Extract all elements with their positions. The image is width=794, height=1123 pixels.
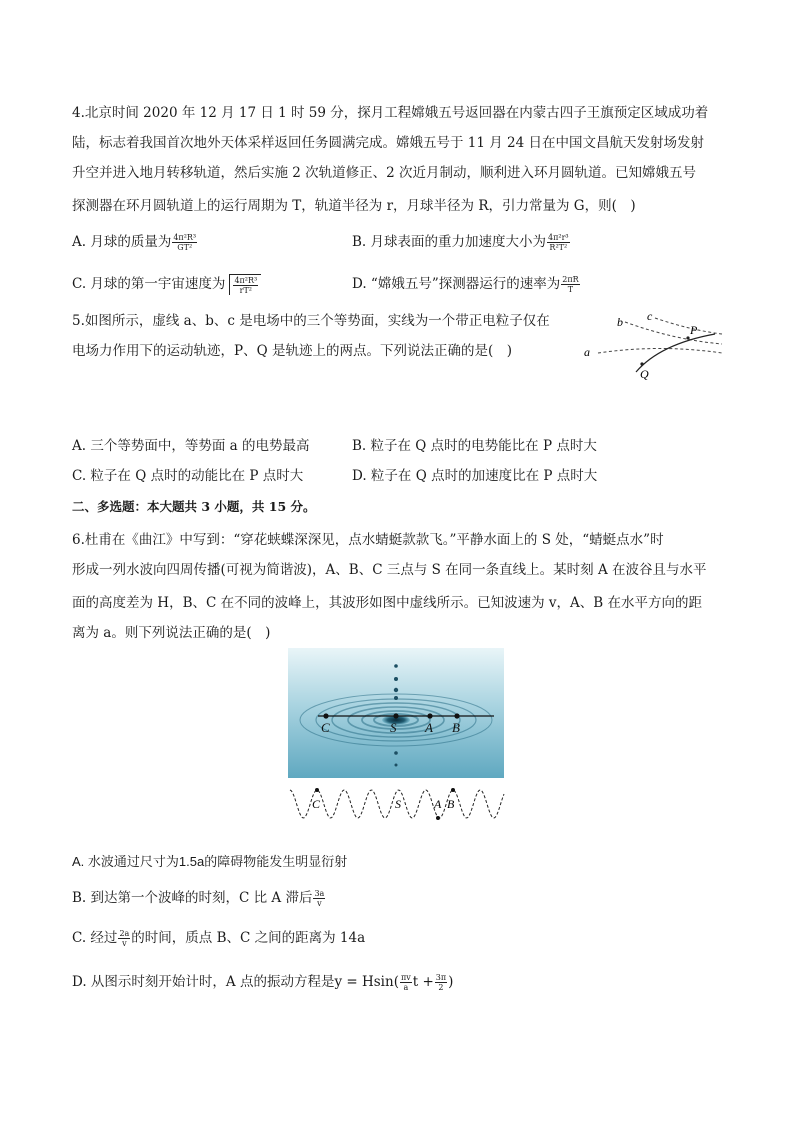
q4-option-b-text: B. 月球表面的重力加速度大小为 — [352, 234, 547, 250]
photo-point-c — [323, 713, 328, 718]
photo-point-s — [393, 713, 398, 718]
q6-option-a[interactable] — [72, 852, 347, 872]
label-a: a — [584, 345, 590, 359]
q5-line-2: 电场力作用下的运动轨迹，P、Q 是轨迹上的两点。下列说法正确的是( ) — [72, 343, 512, 359]
q4-option-c-text: C. 月球的第一宇宙速度为 — [72, 276, 226, 292]
q4-option-a-fraction: $\frac{\text{4π²R³}}{\text{GT²}}$ — [173, 233, 197, 252]
q4-option-d[interactable] — [352, 274, 581, 294]
photo-label-a: A — [425, 720, 433, 735]
q6-option-c-pre: C. 经过 — [72, 930, 118, 946]
section-heading-multiple-choice: 二、多选题：本大题共 3 小题，共 15 分。 — [72, 499, 316, 514]
q6-option-d-pre: D. 从图示时刻开始计时，A 点的振动方程是y = Hsin( — [72, 974, 399, 990]
photo-label-b: B — [452, 720, 460, 735]
q5-option-c[interactable]: C. 粒子在 Q 点时的动能比在 P 点时大 — [72, 468, 304, 484]
point-q — [640, 362, 643, 365]
q6-waveform — [286, 778, 508, 830]
q6-line-1: 6.杜甫在《曲江》中写到：“穿花蛱蝶深深见，点水蜻蜓款款飞。”平静水面上的 S 处，“蜻蜓点水”时 — [72, 532, 664, 548]
q4-line-4: 探测器在环月圆轨道上的运行周期为 T，轨道半径为 r，月球半径为 R，引力常量为 G，则( ) — [72, 198, 636, 214]
wave-label-b: B — [447, 797, 455, 811]
q6-option-c-post: 的时间，质点 B、C 之间的距离为 14a — [131, 930, 366, 946]
q6-option-d-fraction-1: $\frac{\pi v}{a}$ — [400, 973, 411, 992]
wave-label-s: S — [395, 797, 401, 811]
q6-option-b-text: B. 到达第一个波峰的时刻，C 比 A 滞后 — [72, 890, 313, 906]
q5-figure — [580, 306, 725, 384]
q4-option-d-text: D. “嫦娥五号”探测器运行的速率为 — [352, 276, 561, 292]
q4-option-b-fraction: $\frac{\text{4π²r³}}{\text{R²T²}}$ — [548, 233, 569, 252]
q4-line-2: 陆，标志着我国首次地外天体采样返回任务圆满完成。嫦娥五号于 11 月 24 日在中国文昌航天发射场发射 — [72, 135, 705, 151]
label-p: P — [690, 323, 698, 337]
q4-option-c-sqrt: $\frac{\text{4π²R³}}{\text{rT²}}$ — [229, 274, 261, 295]
equipotential-b — [625, 322, 722, 344]
q6-option-b[interactable] — [72, 888, 326, 908]
q6-line-3: 面的高度差为 H，B、C 在不同的波峰上，其波形如图中虚线所示。已知波速为 v，A、B 在水平方向的距 — [72, 595, 702, 611]
label-q: Q — [640, 367, 649, 381]
wave-label-c: C — [312, 797, 321, 811]
wave-label-a: A — [434, 797, 442, 811]
q6-option-d-post: ) — [448, 974, 454, 990]
q4-line-1: 4.北京时间 2020 年 12 月 17 日 1 时 59 分，探月工程嫦娥五号返回器在内蒙古四子王旗预定区域成功着 — [72, 105, 709, 121]
photo-point-b — [454, 713, 459, 718]
q6-line-4: 离为 a。则下列说法正确的是( ) — [72, 625, 271, 641]
wave-point-b — [451, 788, 455, 792]
q6-option-d-mid: t + — [412, 974, 434, 990]
photo-point-a — [427, 713, 432, 718]
q4-option-c[interactable] — [72, 274, 261, 295]
q6-option-a-text: A. 水波通过尺寸为1.5a的障碍物能发生明显衍射 — [72, 854, 348, 869]
q5-line-1: 5.如图所示，虚线 a、b、c 是电场中的三个等势面，实线为一个带正电粒子仅在 — [72, 313, 550, 329]
q4-option-d-fraction: $\frac{2\pi R}{T}$ — [562, 275, 579, 294]
q6-line-2: 形成一列水波向四周传播(可视为简谐波)，A、B、C 三点与 S 在同一条直线上。某时刻 A 在波谷且与水平 — [72, 562, 707, 578]
q4-line-3: 升空并进入地月转移轨道，然后实施 2 次轨道修正、2 次近月制动，顺利进入环月圆轨道。已知嫦娥五号 — [72, 165, 697, 181]
q5-option-b[interactable]: B. 粒子在 Q 点时的电势能比在 P 点时大 — [352, 438, 597, 454]
photo-label-c: C — [321, 720, 330, 735]
photo-label-s: S — [390, 720, 397, 735]
q4-option-a[interactable] — [72, 232, 198, 252]
q5-option-d[interactable]: D. 粒子在 Q 点时的加速度比在 P 点时大 — [352, 468, 598, 484]
equipotential-c — [655, 318, 722, 334]
label-c: c — [647, 309, 653, 323]
q6-option-c[interactable] — [72, 928, 365, 948]
wave-point-a — [436, 816, 440, 820]
q6-option-b-fraction: $\frac{3a}{v}$ — [314, 889, 325, 908]
q6-option-d-fraction-2: $\frac{3\pi}{2}$ — [435, 973, 447, 992]
q6-option-c-fraction: $\frac{2a}{v}$ — [119, 929, 130, 948]
q5-option-a[interactable]: A. 三个等势面中，等势面 a 的电势最高 — [72, 438, 310, 454]
q4-option-b[interactable] — [352, 232, 571, 252]
q4-option-a-text: A. 月球的质量为 — [72, 234, 172, 250]
q6-ripple-photo — [288, 648, 504, 778]
label-b: b — [617, 315, 623, 329]
q6-option-d[interactable] — [72, 972, 453, 992]
wave-point-c — [315, 788, 319, 792]
